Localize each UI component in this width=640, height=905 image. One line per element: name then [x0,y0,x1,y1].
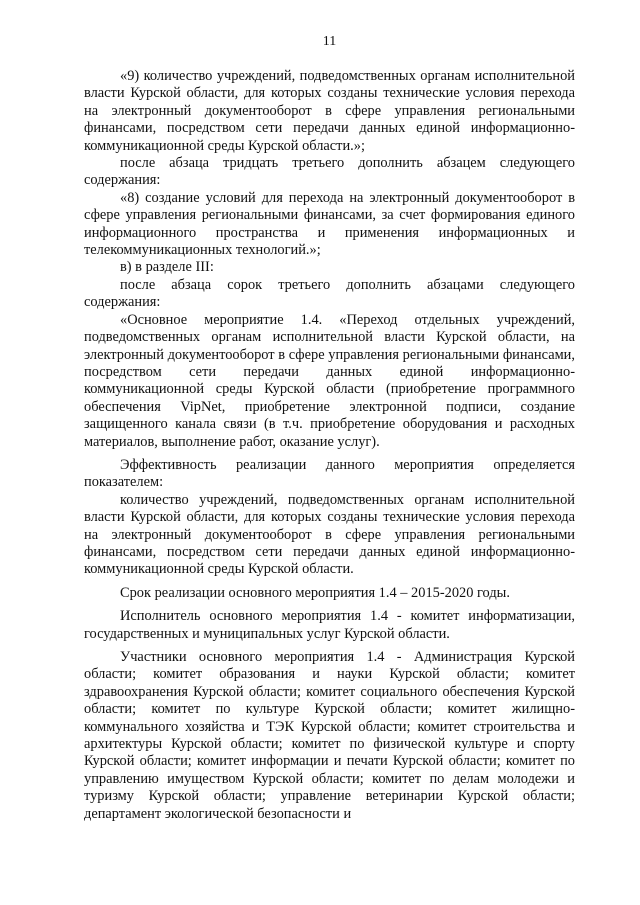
document-body [84,68,575,823]
page-number: 11 [322,34,337,49]
paragraph-item-8: «8) создание условий для перехода на электронный документооборот в сфере управления региональными финансами, за счет формирования единого информационного пространства и применения информационных и телекоммуникационных технологий.»; [84,189,575,259]
paragraph-after-33rd: после абзаца тридцать третьего дополнить абзацем следующего содержания: [84,155,575,189]
paragraph-efficiency: Эффективность реализации данного мероприятия определяется показателем: [84,456,575,491]
paragraph-term: Срок реализации основного мероприятия 1.4 – 2015-2020 годы. [120,584,510,601]
paragraph-item-9: «9) количество учреждений, подведомственных органам исполнительной власти Курской области, для которых созданы технические условия перехода на электронный документооборот в сфере управления региональными финансами, посредством сети передачи данных единой информационно-коммуникационной среды Курской области.»; [84,68,575,154]
paragraph-after-43rd: после абзаца сорок третьего дополнить абзацами следующего содержания: [84,276,575,311]
paragraph-main-activity-1-4: «Основное мероприятие 1.4. «Переход отдельных учреждений, подведомственных органам исполнительной власти Курской области, на электронный документооборот в сфере управления региональными финансами, посредством сети передачи данных единой информационно-коммуникационной среды Курской области (приобретение программного обеспечения VipNet, приобретение электронной подписи, создание защищенного канала связи (в т.ч. приобретение оборудования и расходных материалов, выполнение работ, оказание услуг). [84,311,575,450]
paragraph-executor: Исполнитель основного мероприятия 1.4 - комитет информатизации, государственных и муниципальных услуг Курской области. [84,608,575,642]
paragraph-indicator: количество учреждений, подведомственных органам исполнительной власти Курской области, для которых созданы технические условия перехода на электронный документооборот в сфере управления региональными финансами, посредством сети передачи данных единой информационно-коммуникационной среды Курской области. [84,491,575,578]
paragraph-section-3: в) в разделе III: [120,259,214,276]
paragraph-participants: Участники основного мероприятия 1.4 - Администрация Курской области; комитет образования и науки Курской области; комитет здравоохранения Курской области; комитет социального обеспечения Курской области; комитет по культуре Курской области; комитет жилищно-коммунального хозяйства и ТЭК Курской области; комитет строительства и архитектуры Курской области; комитет по физической культуре и спорту Курской области; комитет информации и печати Курской области; комитет по управлению имуществом Курской области; комитет по делам молодежи и туризму Курской области; управление ветеринарии Курской области; департамент экологической безопасности и [84,649,575,822]
